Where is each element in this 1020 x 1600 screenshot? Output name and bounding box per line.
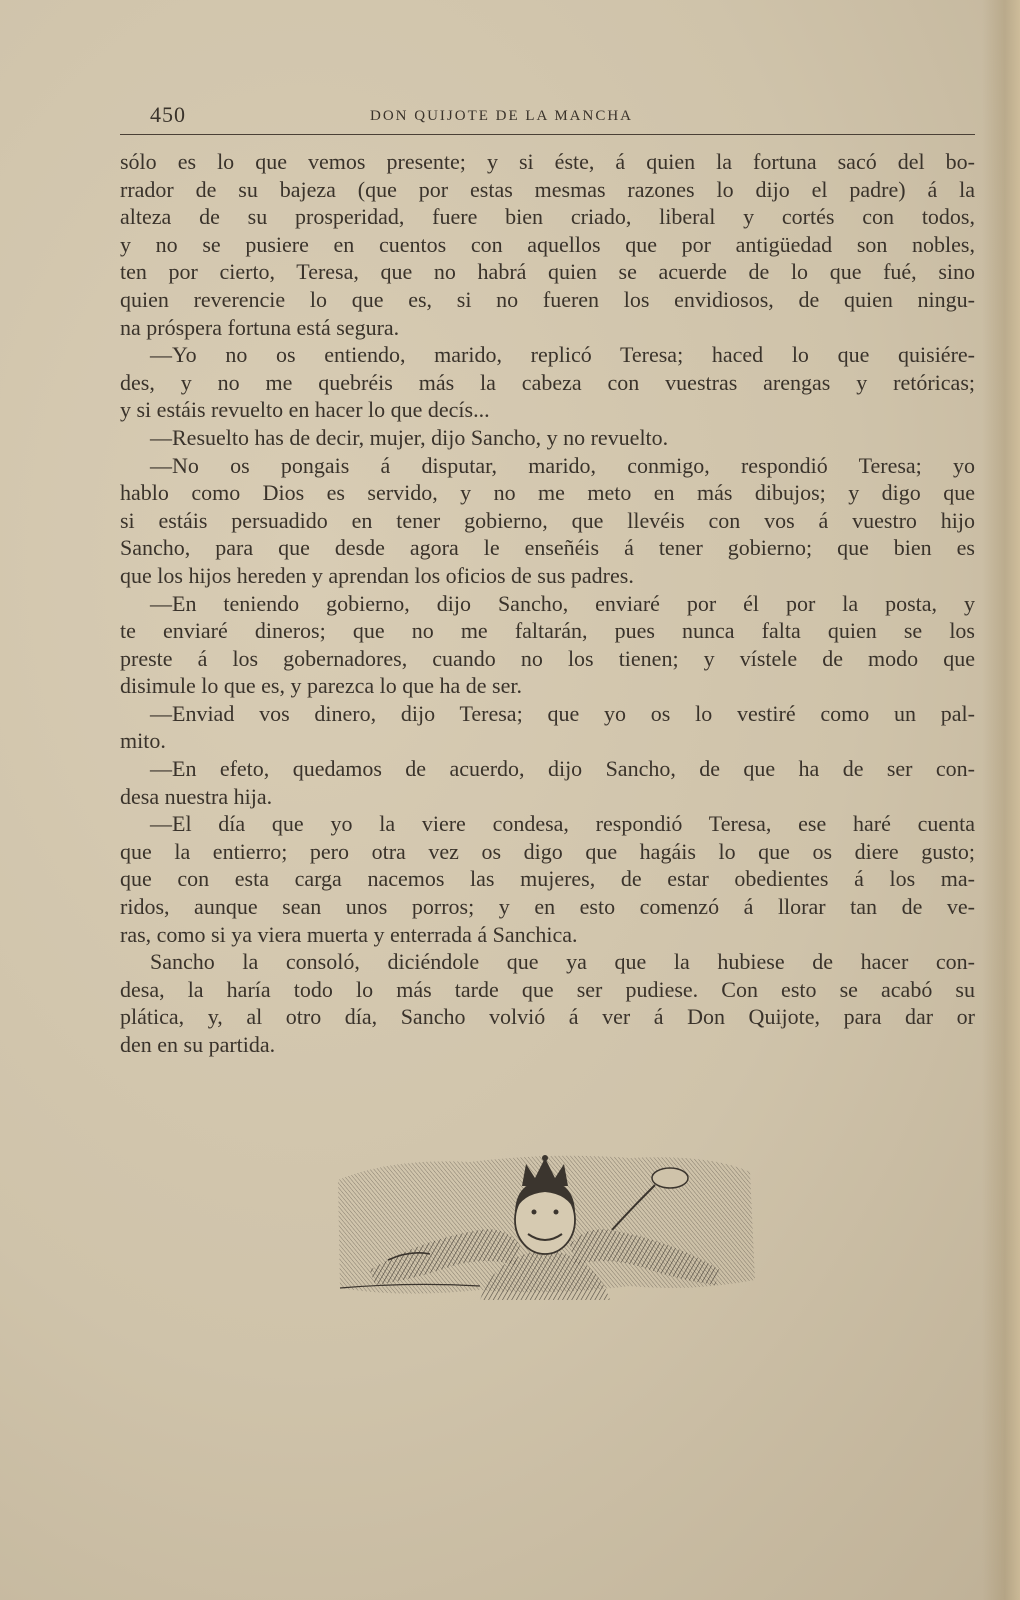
text-line: quien reverencie lo que es, si no fueren los envidiosos, de quien ningu- [120,286,975,312]
text-line: y si estáis revuelto en hacer lo que decís... [120,397,490,423]
text-line: Sancho, para que desde agora le enseñéis á tener gobierno; que bien es [120,535,975,561]
text-line: Sancho la consoló, diciéndole que ya que la hubiese de hacer con- [150,949,975,975]
running-head: DON QUIJOTE DE LA MANCHA [370,108,633,124]
text-line: —En efeto, quedamos de acuerdo, dijo Sancho, de que ha de ser con- [150,756,975,782]
text-line: que los hijos hereden y aprendan los oficios de sus padres. [120,562,634,588]
text-line: —Yo no os entiendo, marido, replicó Teresa; haced lo que quisiére- [150,342,975,368]
text-line: si estáis persuadido en tener gobierno, que llevéis con vos á vuestro hijo [120,507,975,533]
text-line: na próspera fortuna está segura. [120,314,400,340]
text-line: —Enviad vos dinero, dijo Teresa; que yo os lo vestiré como un pal- [150,700,975,726]
text-line: ridos, aunque sean unos porros; y en esto comenzó á llorar tan de ve- [120,894,975,920]
page-header [120,98,975,134]
text-line: ras, como si ya viera muerta y enterrada á Sanchica. [120,921,578,947]
text-line: desa nuestra hija. [120,783,273,809]
text-line: —En teniendo gobierno, dijo Sancho, enviaré por él por la posta, y [150,590,975,616]
text-line: des, y no me quebréis más la cabeza con vuestras arengas y retóricas; [120,369,975,395]
text-line: y no se pusiere en cuentos con aquellos que por antigüedad son nobles, [120,231,975,257]
text-line: disimule lo que es, y parezca lo que ha de ser. [120,673,522,699]
text-line: te enviaré dineros; que no me faltarán, pues nunca falta quien se los [120,618,975,644]
text-line: preste á los gobernadores, cuando no los tienen; y vístele de modo que [120,645,975,671]
page-number: 450 [150,102,186,127]
text-line: desa, la haría todo lo más tarde que ser pudiese. Con esto se acabó su [120,976,975,1002]
text-line: rrador de su bajeza (que por estas mesmas razones lo dijo el padre) á la [120,176,975,202]
text-line: plática, y, al otro día, Sancho volvió á ver á Don Quijote, para dar or [120,1004,975,1030]
text-line: que con esta carga nacemos las mujeres, de estar obedientes á los ma- [120,866,975,892]
text-line: —Resuelto has de decir, mujer, dijo Sancho, y no revuelto. [150,424,669,450]
text-line: den en su partida. [120,1032,276,1057]
header-rule [120,134,975,135]
engraving-crowned-girl-icon [330,1150,760,1300]
text-line: sólo es lo que vemos presente; y si éste, á quien la fortuna sacó del bo- [120,149,975,174]
page-edge-shadow [982,0,1020,1600]
text-line: hablo como Dios es servido, y no me meto en más dibujos; y digo que [120,480,975,506]
body-text [120,148,975,1059]
text-line: que la entierro; pero otra vez os digo que hagáis lo que os diere gusto; [120,838,975,864]
text-line: —No os pongais á disputar, marido, conmigo, respondió Teresa; yo [150,452,975,478]
text-line: ten por cierto, Teresa, que no habrá quien se acuerde de lo que fué, sino [120,259,975,285]
text-line: alteza de su prosperidad, fuere bien criado, liberal y cortés con todos, [120,204,975,230]
text-line: —El día que yo la viere condesa, respondió Teresa, ese haré cuenta [150,811,975,837]
text-line: mito. [120,728,166,754]
